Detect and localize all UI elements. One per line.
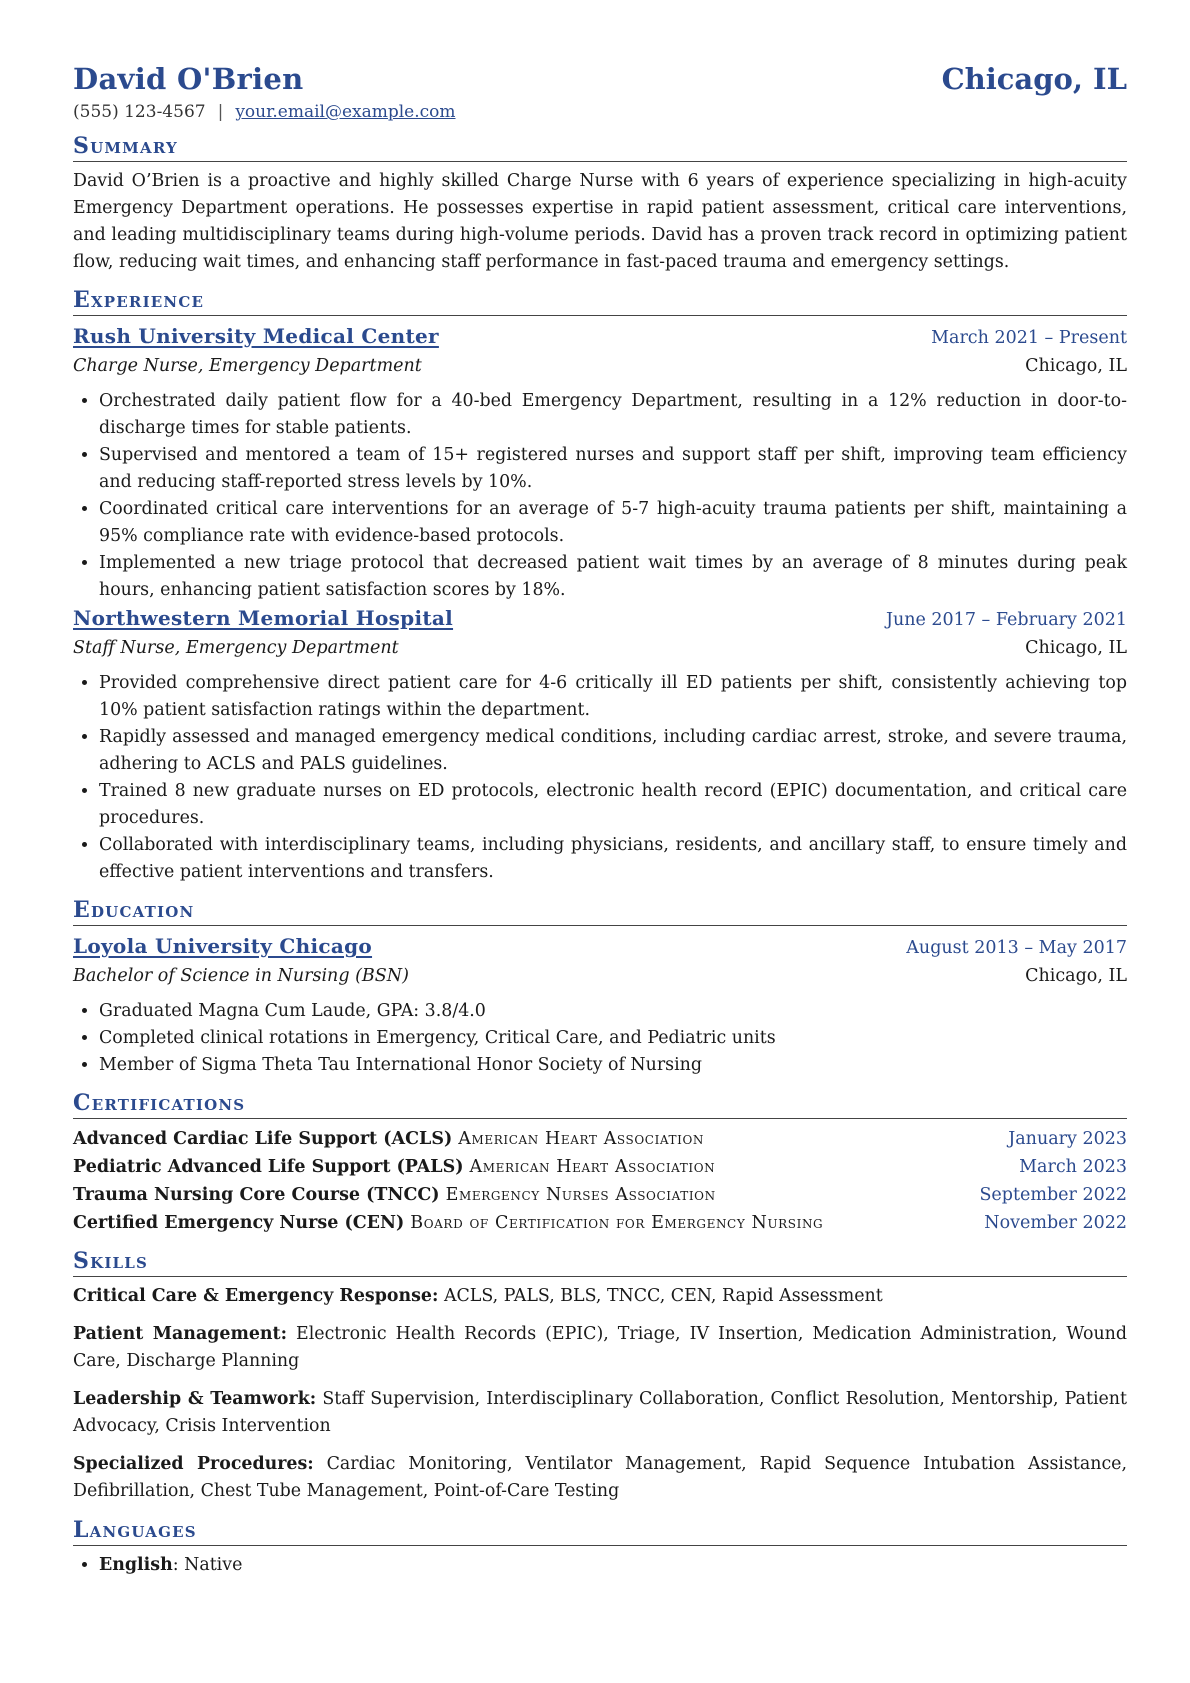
job-dates: June 2017 – February 2021 [885, 610, 1127, 630]
certification-issuer: American Heart Association [458, 1129, 705, 1149]
languages-list [73, 1552, 1127, 1579]
summary-heading: Summary [73, 132, 1127, 162]
summary-text: David O’Brien is a proactive and highly skilled Charge Nurse with 6 years of experience specializing in high-acuity Emergency Department operations. He possesses expertise in rapid patient assessment, critical care interventions, and leading multidisciplinary teams during high-volume periods. David has a proven track record in optimizing patient flow, reducing wait times, and enhancing staff performance in fast-paced trauma and emergency settings. [73, 171, 1127, 272]
experience-section [73, 286, 1127, 886]
language-name: English [99, 1555, 173, 1575]
skill-value: Cardiac Monitoring, Ventilator Management, Rapid Sequence Intubation Assistance, Defibrillation, Chest Tube Management, Point-of-Care Testing [73, 1454, 1127, 1501]
phone-number: (555) 123-4567 [73, 102, 206, 122]
certification-issuer: Board of Certification for Emergency Nursing [410, 1213, 824, 1233]
employer-name[interactable]: Rush University Medical Center [73, 324, 439, 348]
bullet-item: • Orchestrated daily patient flow for a 40-bed Emergency Department, resulting in a 12% reduction in door-to-discharge times for stable patients. [99, 388, 1127, 442]
skill-row [73, 1283, 1127, 1310]
certification-name: Advanced Cardiac Life Support (ACLS) [73, 1129, 453, 1149]
certification-issuer: American Heart Association [469, 1157, 716, 1177]
school-name[interactable]: Loyola University Chicago [73, 934, 373, 958]
job-bullets [73, 670, 1127, 886]
certification-date: January 2023 [1008, 1129, 1127, 1149]
job-title: Staff Nurse, Emergency Department [73, 638, 399, 658]
certification-date: September 2022 [979, 1185, 1127, 1205]
certifications-heading: Certifications [73, 1089, 1127, 1119]
experience-heading: Experience [73, 286, 1127, 316]
language-item [99, 1552, 1127, 1579]
skill-value: Electronic Health Records (EPIC), Triage, IV Insertion, Medication Administration, Wound Care, Discharge Planning [73, 1324, 1128, 1371]
job-entry [73, 604, 1127, 886]
skill-value: ACLS, PALS, BLS, TNCC, CEN, Rapid Assessment [443, 1286, 883, 1306]
bullet-item: • Trained 8 new graduate nurses on ED protocols, electronic health record (EPIC) documentation, and critical care procedures. [99, 778, 1127, 832]
skills-heading: Skills [73, 1247, 1127, 1277]
candidate-location: Chicago, IL [941, 62, 1127, 96]
skill-row [73, 1321, 1127, 1375]
bullet-item: • Supervised and mentored a team of 15+ registered nurses and support staff per shift, improving team efficiency and reducing staff-reported stress levels by 10%. [99, 442, 1127, 496]
certification-name: Trauma Nursing Core Course (TNCC) [73, 1185, 440, 1205]
employer-name[interactable]: Northwestern Memorial Hospital [73, 606, 454, 630]
education-bullets [73, 998, 1127, 1079]
certification-row [73, 1209, 1127, 1237]
education-location: Chicago, IL [1025, 966, 1127, 986]
education-section [73, 896, 1127, 1079]
skill-row [73, 1451, 1127, 1505]
bullet-item: • Collaborated with interdisciplinary teams, including physicians, residents, and ancillary staff, to ensure timely and effective patient interventions and transfers. [99, 832, 1127, 886]
skill-label: Specialized Procedures: [73, 1454, 314, 1474]
job-bullets [73, 388, 1127, 604]
bullet-item: • Coordinated critical care interventions for an average of 5-7 high-acuity trauma patients per shift, maintaining a 95% compliance rate with evidence-based protocols. [99, 496, 1127, 550]
certification-date: March 2023 [1019, 1157, 1127, 1177]
bullet-item: • Implemented a new triage protocol that decreased patient wait times by an average of 8 minutes during peak hours, enhancing patient satisfaction scores by 18%. [99, 550, 1127, 604]
bullet-item: • Graduated Magna Cum Laude, GPA: 3.8/4.0 [99, 998, 1127, 1025]
languages-section [73, 1516, 1127, 1579]
skill-label: Critical Care & Emergency Response: [73, 1286, 439, 1306]
summary-section [73, 132, 1127, 276]
bullet-item: • Provided comprehensive direct patient care for 4-6 critically ill ED patients per shift, consistently achieving top 10% patient satisfaction ratings within the department. [99, 670, 1127, 724]
language-level: : Native [172, 1555, 243, 1575]
email-link[interactable]: your.email@example.com [235, 102, 456, 122]
resume-content [73, 62, 1127, 1579]
bullet-item: • Completed clinical rotations in Emergency, Critical Care, and Pediatric units [99, 1025, 1127, 1052]
bullet-item: • Rapidly assessed and managed emergency medical conditions, including cardiac arrest, stroke, and severe trauma, adhering to ACLS and PALS guidelines. [99, 724, 1127, 778]
job-dates: March 2021 – Present [931, 328, 1127, 348]
languages-heading: Languages [73, 1516, 1127, 1546]
certification-row [73, 1181, 1127, 1209]
job-location: Chicago, IL [1025, 356, 1127, 376]
education-dates: August 2013 – May 2017 [906, 938, 1127, 958]
header [73, 62, 1127, 96]
certification-issuer: Emergency Nurses Association [445, 1185, 716, 1205]
skill-row [73, 1386, 1127, 1440]
degree-title: Bachelor of Science in Nursing (BSN) [73, 966, 409, 986]
candidate-name: David O'Brien [73, 62, 304, 96]
contact-line [73, 102, 1127, 122]
skill-label: Leadership & Teamwork: [73, 1389, 317, 1409]
bullet-item: • Member of Sigma Theta Tau International Honor Society of Nursing [99, 1052, 1127, 1079]
certification-date: November 2022 [984, 1213, 1127, 1233]
certifications-section [73, 1089, 1127, 1237]
skill-label: Patient Management: [73, 1324, 288, 1344]
contact-separator: | [217, 102, 224, 122]
certification-row [73, 1125, 1127, 1153]
job-location: Chicago, IL [1025, 638, 1127, 658]
job-entry [73, 322, 1127, 604]
job-title: Charge Nurse, Emergency Department [73, 356, 422, 376]
skills-section [73, 1247, 1127, 1505]
certification-name: Pediatric Advanced Life Support (PALS) [73, 1157, 464, 1177]
certification-row [73, 1153, 1127, 1181]
skill-value: Staff Supervision, Interdisciplinary Collaboration, Conflict Resolution, Mentorship, Patient Advocacy, Crisis Intervention [73, 1389, 1127, 1436]
certification-name: Certified Emergency Nurse (CEN) [73, 1213, 405, 1233]
education-heading: Education [73, 896, 1127, 926]
